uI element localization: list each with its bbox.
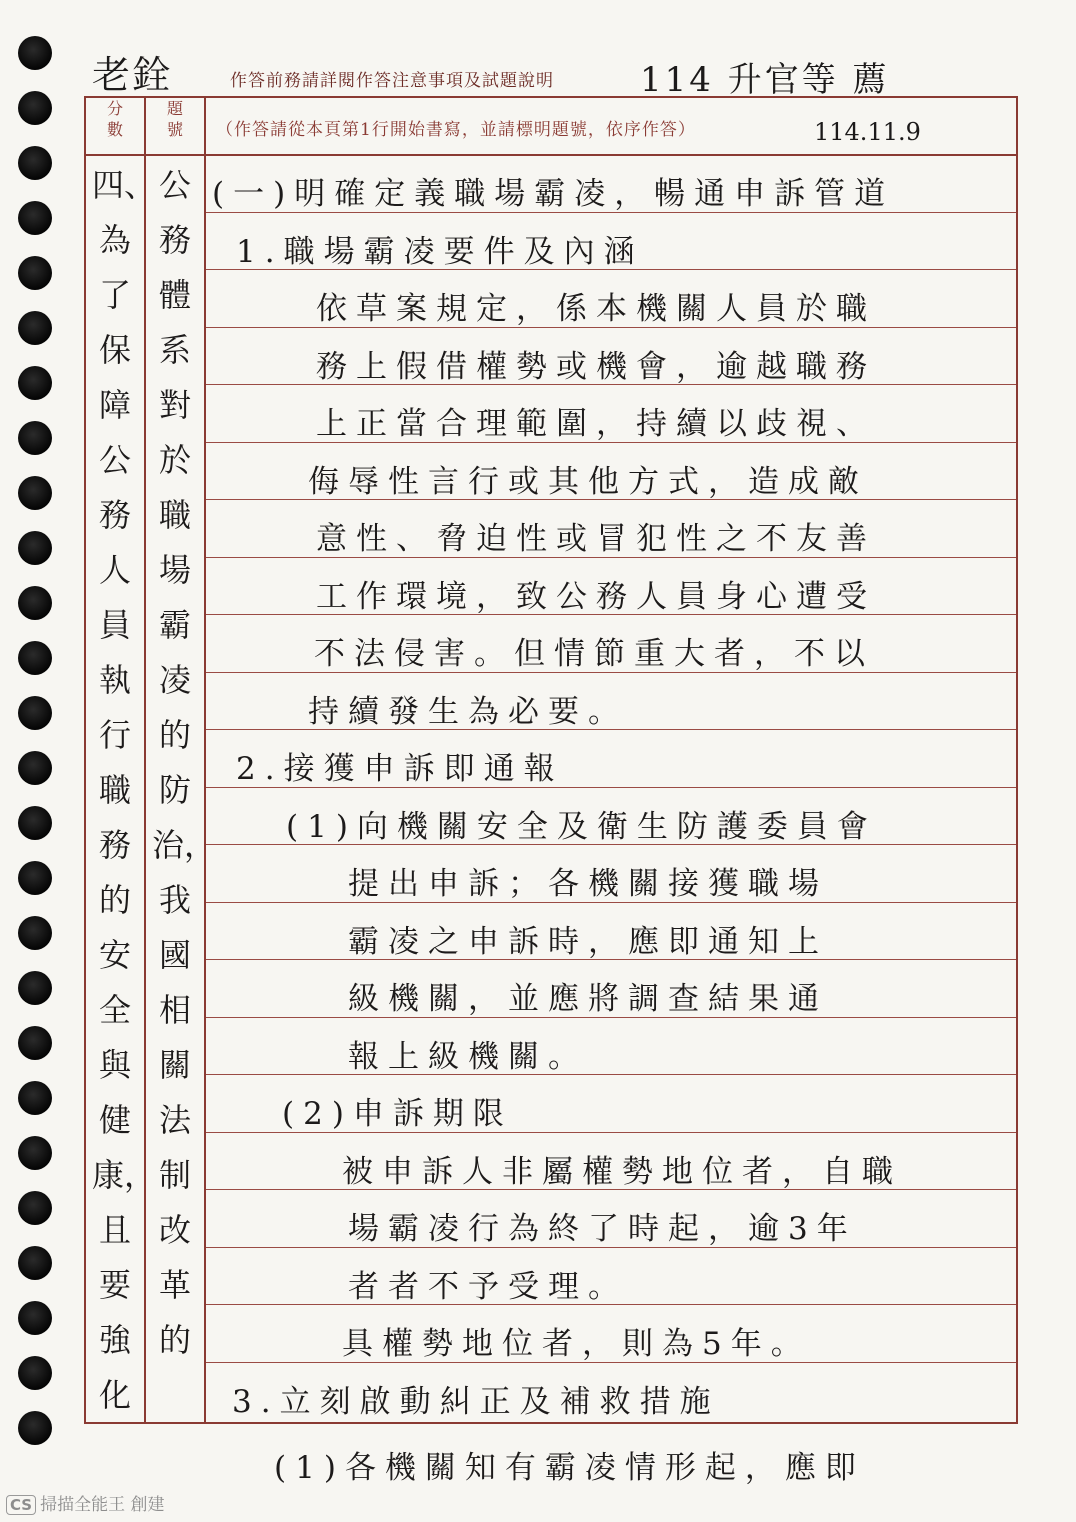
binding-hole xyxy=(18,421,52,455)
answer-line: 被申訴人非屬權勢地位者，自職 xyxy=(342,1154,902,1190)
binding-hole xyxy=(18,201,52,235)
exam-title: 114 升官等 薦 xyxy=(640,60,890,100)
binding-hole xyxy=(18,696,52,730)
binding-hole xyxy=(18,586,52,620)
binding-hole xyxy=(18,146,52,180)
score-column-text: 四、為了保障公務人員執行職務的安全與健康，且要強化 xyxy=(92,166,157,1414)
binding-hole xyxy=(18,1026,52,1060)
binding-hole xyxy=(18,36,52,70)
binding-hole xyxy=(18,476,52,510)
score-column-header: 分數 xyxy=(106,99,123,139)
answer-line: 2.接獲申訴即通報 xyxy=(236,751,564,787)
header-rule xyxy=(86,154,1016,156)
answer-line: 意性、脅迫性或冒犯性之不友善 xyxy=(316,521,876,557)
answer-line: 依草案規定，係本機關人員於職 xyxy=(316,291,876,327)
answer-sheet xyxy=(84,96,1018,1424)
answer-line: (1)向機關安全及衛生防護委員會 xyxy=(286,809,877,845)
writing-instruction: （作答請從本頁第1行開始書寫，並請標明題號，依序作答） xyxy=(216,120,696,140)
binding-hole xyxy=(18,366,52,400)
answer-line: 工作環境，致公務人員身心遭受 xyxy=(316,579,876,615)
answer-line: (2)申訴期限 xyxy=(282,1096,513,1132)
ruled-line xyxy=(206,1074,1016,1075)
binding-hole xyxy=(18,1191,52,1225)
binding-hole xyxy=(18,256,52,290)
answer-line: 場霸凌行為終了時起，逾3年 xyxy=(348,1211,857,1247)
answer-line: 持續發生為必要。 xyxy=(308,694,628,730)
answer-line: 上正當合理範圍，持續以歧視、 xyxy=(316,406,876,442)
answer-line: 不法侵害。但情節重大者，不以 xyxy=(314,636,874,672)
answer-line: (一)明確定義職場霸凌，暢通申訴管道 xyxy=(212,176,895,212)
column-divider xyxy=(204,98,206,1422)
binding-hole xyxy=(18,531,52,565)
scanner-watermark xyxy=(6,1490,165,1515)
answer-line: 務上假借權勢或機會，逾越職務 xyxy=(316,349,876,385)
binding-hole xyxy=(18,861,52,895)
binding-hole xyxy=(18,1136,52,1170)
header-notice: 作答前務請詳閱作答注意事項及試題說明 xyxy=(230,71,554,91)
column-divider xyxy=(144,98,146,1422)
answer-line: 3.立刻啟動糾正及補救措施 xyxy=(232,1384,720,1420)
answer-line: 者者不予受理。 xyxy=(348,1269,628,1305)
binding-hole xyxy=(18,311,52,345)
binding-hole xyxy=(18,641,52,675)
answer-line: 報上級機關。 xyxy=(348,1039,588,1075)
answer-line: 提出申訴；各機關接獲職場 xyxy=(348,866,828,902)
binding-hole xyxy=(18,971,52,1005)
answer-line: 級機關，並應將調查結果通 xyxy=(348,981,828,1017)
binding-hole xyxy=(18,1411,52,1445)
answer-line: 具權勢地位者，則為5年。 xyxy=(342,1326,811,1362)
binding-hole xyxy=(18,1081,52,1115)
question-column-header: 題號 xyxy=(166,99,183,139)
question-column-text: 公務體系對於職場霸凌的防治，我國相關法制改革的 xyxy=(152,166,217,1359)
author-name: 老銓 xyxy=(92,53,173,97)
binding-hole xyxy=(18,91,52,125)
camscanner-logo-icon: CS xyxy=(6,1495,36,1515)
answer-line: 侮辱性言行或其他方式，造成敵 xyxy=(308,464,868,500)
answer-line: 1.職場霸凌要件及內涵 xyxy=(236,234,644,270)
binding-hole xyxy=(18,1356,52,1390)
binding-hole xyxy=(18,806,52,840)
handwritten-date: 114.11.9 xyxy=(814,118,921,146)
binding-hole xyxy=(18,916,52,950)
answer-line: 霸凌之申訴時，應即通知上 xyxy=(348,924,828,960)
binding-hole xyxy=(18,1301,52,1335)
answer-line: (1)各機關知有霸凌情形起，應即 xyxy=(274,1450,865,1486)
binding-hole xyxy=(18,751,52,785)
binding-hole xyxy=(18,1246,52,1280)
watermark-text: 掃描全能王 創建 xyxy=(40,1495,165,1515)
